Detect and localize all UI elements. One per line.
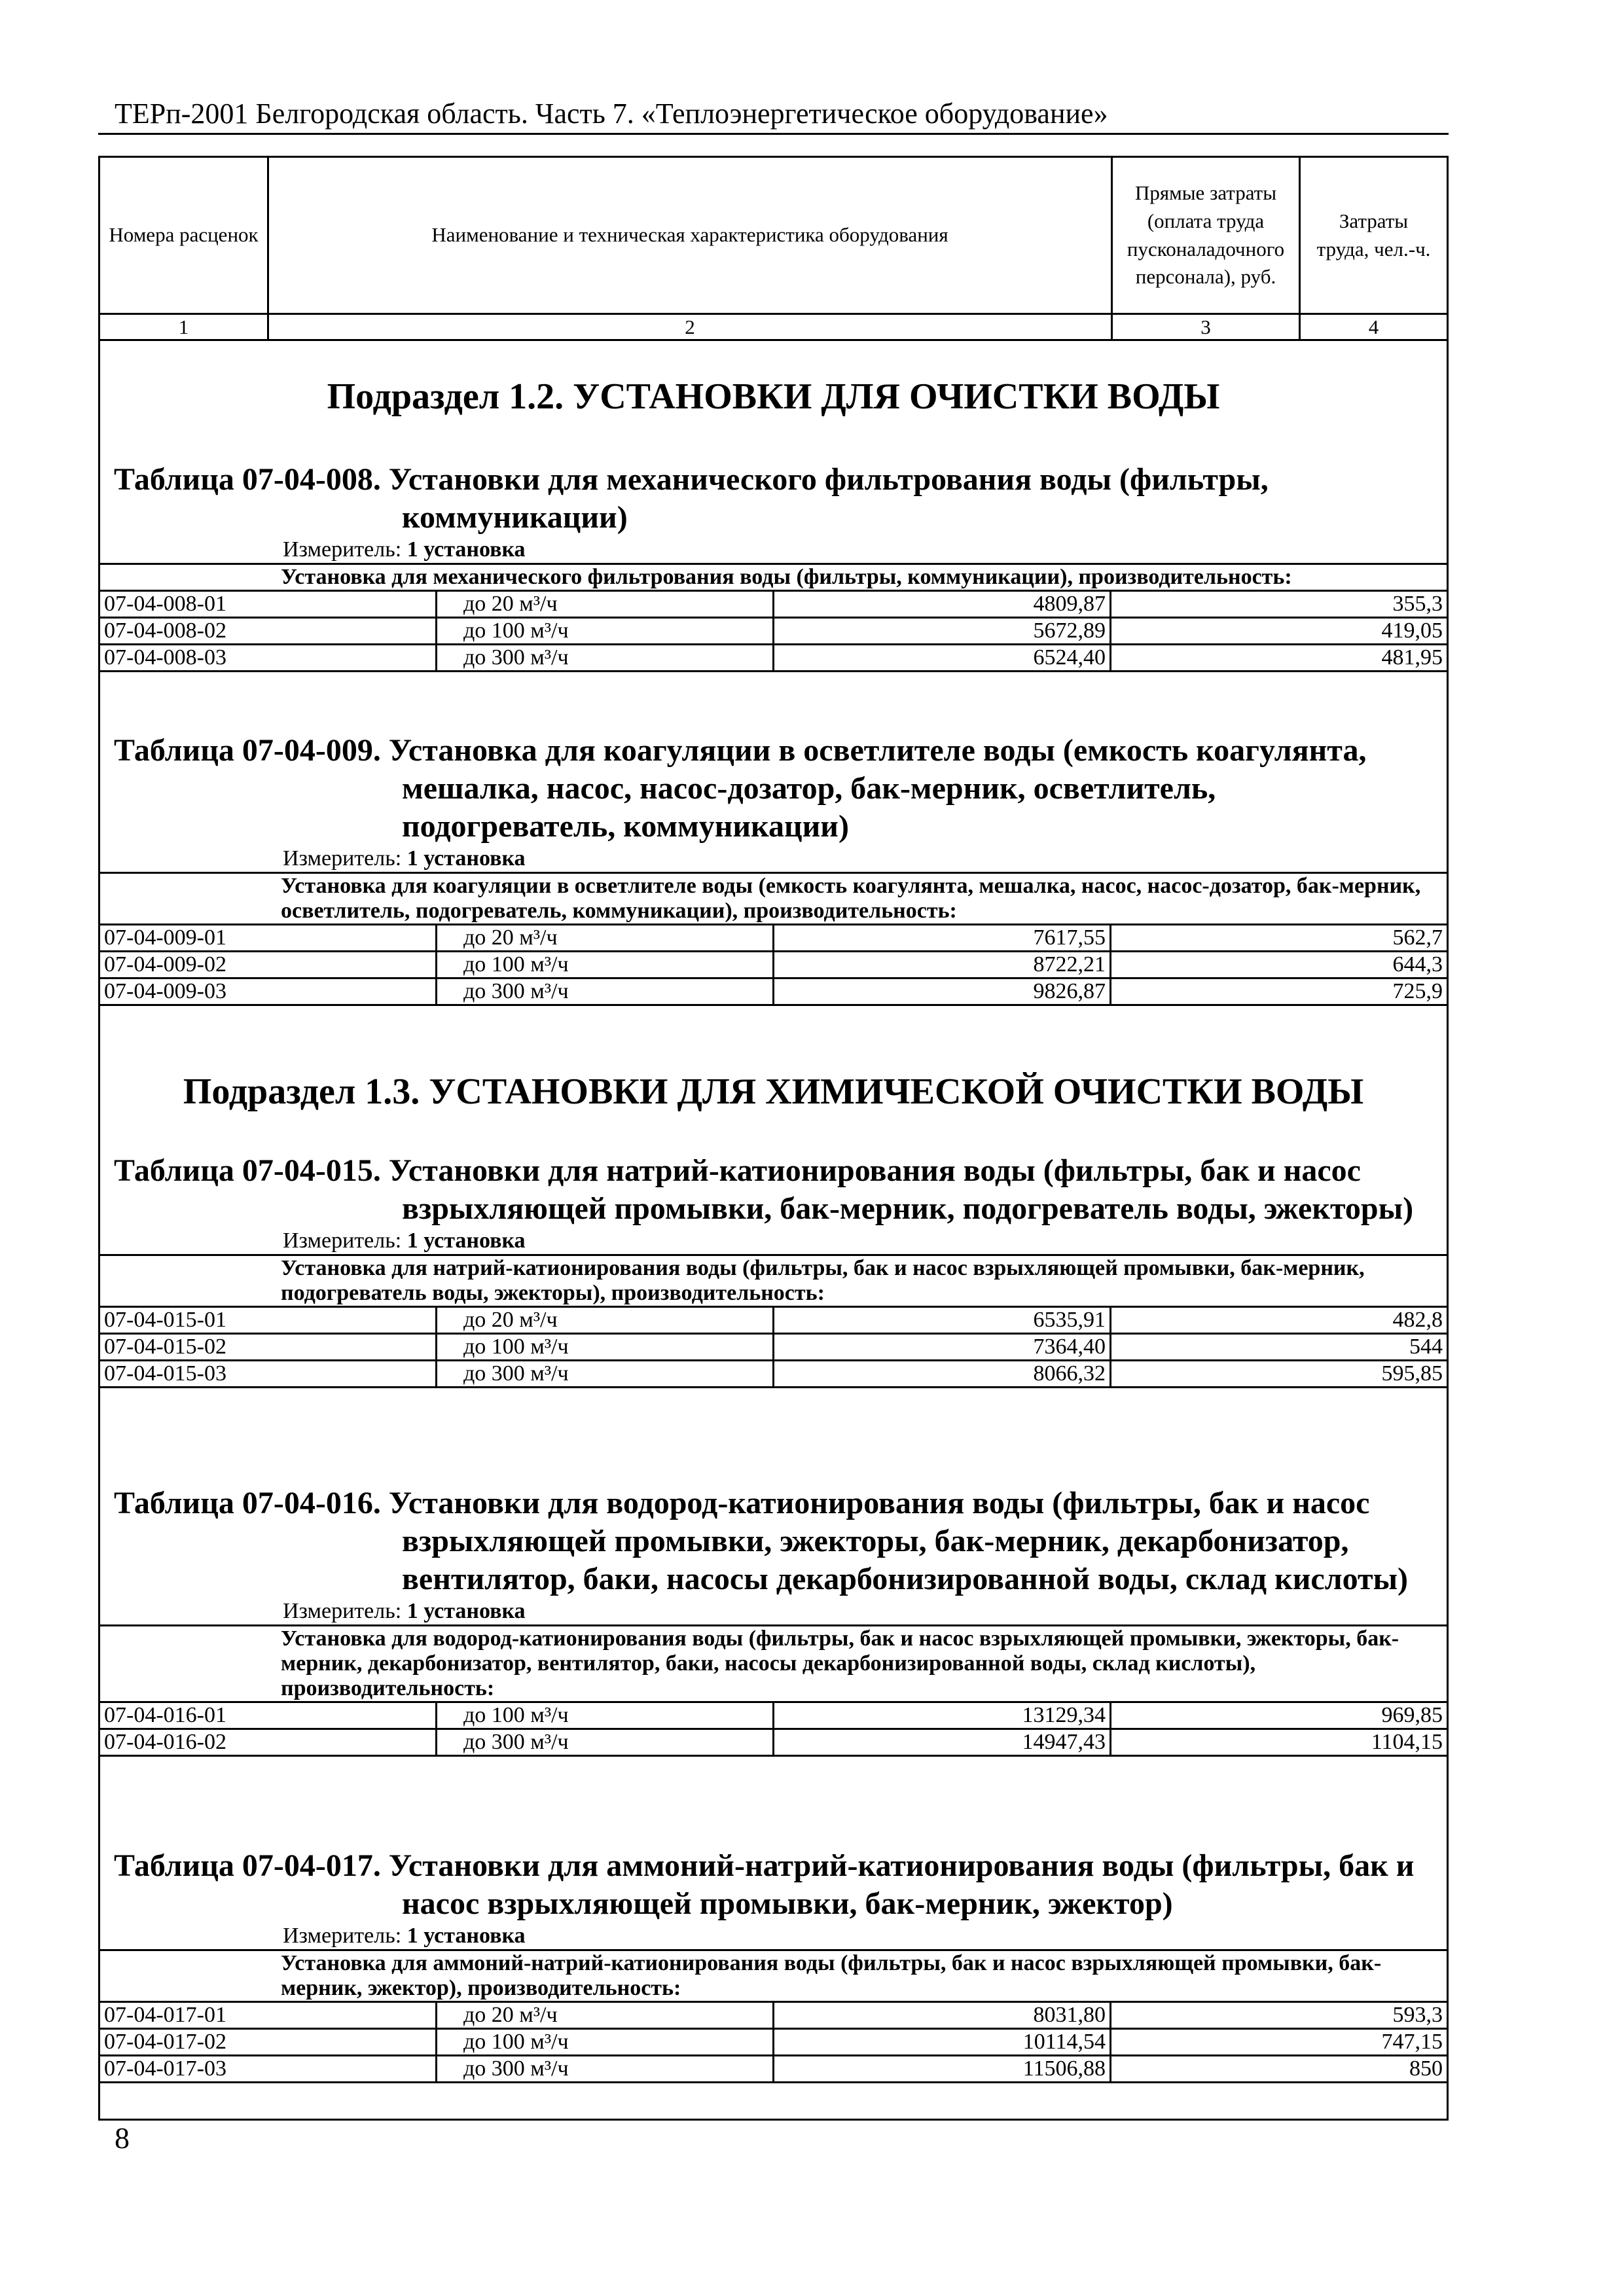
table-row <box>99 1702 1448 1729</box>
table-row <box>99 1307 1448 1334</box>
rate-code: 07-04-017-03 <box>99 2056 437 2083</box>
table-row <box>99 2056 1448 2083</box>
rate-cost: 6535,91 <box>774 1307 1111 1334</box>
subsection-heading-block <box>98 1073 1449 1110</box>
rate-table-block <box>98 732 1449 1006</box>
rate-name: до 300 м³/ч <box>437 978 774 1005</box>
table-row <box>99 1334 1448 1361</box>
rate-table <box>98 872 1449 1006</box>
rate-cost: 7364,40 <box>774 1334 1111 1361</box>
table-title: Таблица 07-04-008. Установки для механического фильтрования воды (фильтры, коммуникации) <box>114 462 1269 535</box>
rate-name: до 100 м³/ч <box>437 952 774 978</box>
rate-table-block <box>98 1847 1449 2083</box>
rate-labor: 644,3 <box>1111 952 1448 978</box>
rate-name: до 100 м³/ч <box>437 618 774 645</box>
rate-name: до 20 м³/ч <box>437 591 774 618</box>
rate-code: 07-04-008-02 <box>99 618 437 645</box>
measure-label: Измеритель: <box>283 1599 402 1623</box>
rate-labor: 482,8 <box>1111 1307 1448 1334</box>
rate-cost: 5672,89 <box>774 618 1111 645</box>
rate-labor: 725,9 <box>1111 978 1448 1005</box>
rate-code: 07-04-008-01 <box>99 591 437 618</box>
rate-name: до 100 м³/ч <box>437 1334 774 1361</box>
measure-value: 1 установка <box>406 1599 526 1623</box>
rate-table <box>98 1949 1449 2083</box>
table-row <box>99 978 1448 1005</box>
rate-code: 07-04-017-01 <box>99 2002 437 2029</box>
rate-name: до 20 м³/ч <box>437 925 774 952</box>
measure-value: 1 установка <box>406 1924 526 1948</box>
rate-name: до 300 м³/ч <box>437 645 774 672</box>
rate-code: 07-04-016-02 <box>99 1729 437 1756</box>
column-header-labor: Затраты труда, чел.-ч. <box>1316 209 1431 260</box>
measure-label: Измеритель: <box>283 1229 402 1253</box>
rate-cost: 6524,40 <box>774 645 1111 672</box>
measure-line <box>98 537 1449 563</box>
column-number: 2 <box>685 315 695 338</box>
rate-labor: 595,85 <box>1111 1361 1448 1388</box>
rate-name: до 300 м³/ч <box>437 1361 774 1388</box>
column-header-cost: Прямые затраты (оплата труда пусконаладочного персонала), руб. <box>1127 181 1285 289</box>
rate-name: до 300 м³/ч <box>437 1729 774 1756</box>
rate-code: 07-04-015-01 <box>99 1307 437 1334</box>
rate-code: 07-04-009-02 <box>99 952 437 978</box>
rate-labor: 355,3 <box>1111 591 1448 618</box>
rate-name: до 100 м³/ч <box>437 1702 774 1729</box>
rate-labor: 850 <box>1111 2056 1448 2083</box>
measure-value: 1 установка <box>406 537 526 562</box>
table-title: Таблица 07-04-017. Установки для аммоний-натрий-катионирования воды (фильтры, бак и насос взрыхляющей промывки, бак-мерник, эжектор) <box>114 1848 1415 1921</box>
measure-line <box>98 1228 1449 1254</box>
rate-code: 07-04-009-03 <box>99 978 437 1005</box>
measure-line <box>98 1598 1449 1624</box>
rate-labor: 481,95 <box>1111 645 1448 672</box>
column-number: 3 <box>1200 315 1211 338</box>
measure-value: 1 установка <box>406 846 526 870</box>
table-description: Установка для механического фильтрования воды (фильтры, коммуникации), производительность: <box>99 564 1448 591</box>
subsection-heading-block <box>98 378 1449 415</box>
header-rule <box>98 133 1449 135</box>
rate-table-block <box>98 461 1449 672</box>
rate-labor: 1104,15 <box>1111 1729 1448 1756</box>
table-title: Таблица 07-04-009. Установка для коагуляции в осветлителе воды (емкость коагулянта, мешалка, насос, насос-дозатор, бак-мерник, осветлитель, подогреватель, коммуникации) <box>114 733 1367 844</box>
rate-cost: 7617,55 <box>774 925 1111 952</box>
rate-code: 07-04-016-01 <box>99 1702 437 1729</box>
rate-name: до 20 м³/ч <box>437 2002 774 2029</box>
rate-code: 07-04-015-03 <box>99 1361 437 1388</box>
rate-code: 07-04-015-02 <box>99 1334 437 1361</box>
table-title: Таблица 07-04-016. Установки для водород-катионирования воды (фильтры, бак и насос взрыхляющей промывки, эжекторы, бак-мерник, декарбонизатор, вентилятор, баки, насосы декарбонизированной воды, склад кислоты) <box>114 1486 1409 1596</box>
rate-cost: 8066,32 <box>774 1361 1111 1388</box>
rate-labor: 544 <box>1111 1334 1448 1361</box>
measure-label: Измеритель: <box>283 1924 402 1948</box>
rate-cost: 8722,21 <box>774 952 1111 978</box>
table-description: Установка для натрий-катионирования воды (фильтры, бак и насос взрыхляющей промывки, бак-мерник, подогреватель воды, эжекторы), производительность: <box>99 1255 1448 1307</box>
rate-code: 07-04-009-01 <box>99 925 437 952</box>
table-row <box>99 591 1448 618</box>
table-description: Установка для коагуляции в осветлителе воды (емкость коагулянта, мешалка, насос, насос-дозатор, бак-мерник, осветлитель, подогреватель, коммуникации), производительность: <box>99 873 1448 925</box>
rate-table <box>98 1624 1449 1757</box>
rate-cost: 9826,87 <box>774 978 1111 1005</box>
subsection-title: Подраздел 1.2. УСТАНОВКИ ДЛЯ ОЧИСТКИ ВОДЫ <box>327 376 1220 417</box>
column-number: 1 <box>178 315 189 338</box>
rate-cost: 14947,43 <box>774 1729 1111 1756</box>
measure-label: Измеритель: <box>283 537 402 562</box>
table-row <box>99 952 1448 978</box>
table-frame <box>98 156 1449 2121</box>
subsection-title: Подраздел 1.3. УСТАНОВКИ ДЛЯ ХИМИЧЕСКОЙ ОЧИСТКИ ВОДЫ <box>183 1071 1364 1112</box>
table-row <box>99 2002 1448 2029</box>
rate-cost: 13129,34 <box>774 1702 1111 1729</box>
measure-label: Измеритель: <box>283 846 402 870</box>
rate-labor: 562,7 <box>1111 925 1448 952</box>
rate-name: до 300 м³/ч <box>437 2056 774 2083</box>
rate-table-block <box>98 1152 1449 1388</box>
table-description: Установка для водород-катионирования воды (фильтры, бак и насос взрыхляющей промывки, эжекторы, бак-мерник, декарбонизатор, вентилятор, баки, насосы декарбонизированной воды, склад кислоты), производительность: <box>99 1626 1448 1702</box>
table-row <box>99 1361 1448 1388</box>
column-header-code: Номера расценок <box>109 223 259 247</box>
page-header: ТЕРп-2001 Белгородская область. Часть 7. «Теплоэнергетическое оборудование» <box>115 98 1108 130</box>
rate-labor: 593,3 <box>1111 2002 1448 2029</box>
table-row <box>99 1729 1448 1756</box>
column-number: 4 <box>1368 315 1379 338</box>
table-title: Таблица 07-04-015. Установки для натрий-катионирования воды (фильтры, бак и насос взрыхляющей промывки, бак-мерник, подогреватель воды, эжекторы) <box>114 1153 1414 1226</box>
rate-table <box>98 1254 1449 1388</box>
rate-cost: 4809,87 <box>774 591 1111 618</box>
page-number: 8 <box>115 2121 130 2155</box>
rate-name: до 20 м³/ч <box>437 1307 774 1334</box>
measure-value: 1 установка <box>406 1229 526 1253</box>
rate-name: до 100 м³/ч <box>437 2029 774 2056</box>
rate-code: 07-04-008-03 <box>99 645 437 672</box>
column-header-name: Наименование и техническая характеристика оборудования <box>431 223 948 247</box>
rate-labor: 969,85 <box>1111 1702 1448 1729</box>
measure-line <box>98 1923 1449 1949</box>
table-row <box>99 925 1448 952</box>
table-row <box>99 618 1448 645</box>
rate-cost: 11506,88 <box>774 2056 1111 2083</box>
rate-labor: 419,05 <box>1111 618 1448 645</box>
table-description: Установка для аммоний-натрий-катионирования воды (фильтры, бак и насос взрыхляющей промывки, бак-мерник, эжектор), производительность: <box>99 1950 1448 2002</box>
rate-table-block <box>98 1484 1449 1757</box>
table-row <box>99 645 1448 672</box>
rate-code: 07-04-017-02 <box>99 2029 437 2056</box>
table-row <box>99 2029 1448 2056</box>
rate-cost: 10114,54 <box>774 2029 1111 2056</box>
rate-table <box>98 563 1449 672</box>
rate-cost: 8031,80 <box>774 2002 1111 2029</box>
measure-line <box>98 846 1449 872</box>
rate-labor: 747,15 <box>1111 2029 1448 2056</box>
